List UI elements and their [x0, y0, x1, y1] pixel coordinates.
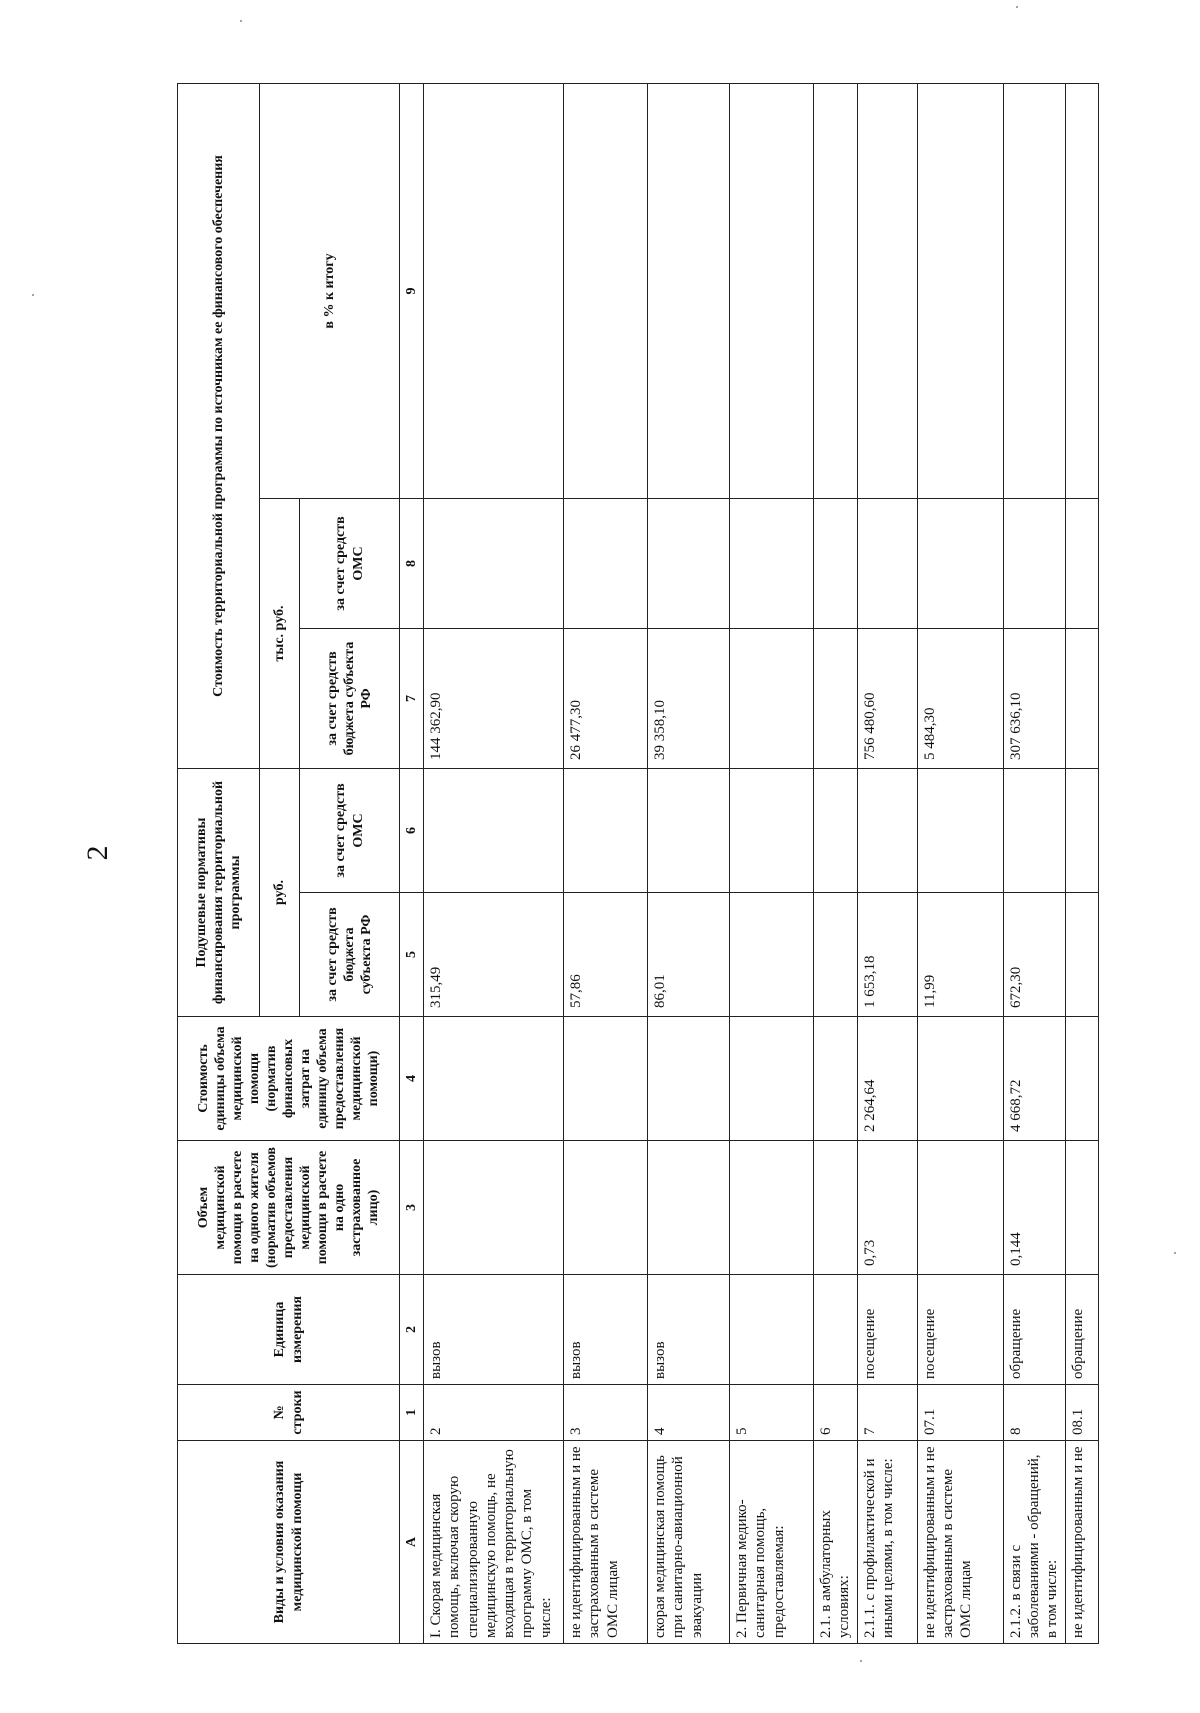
cell-kind: не идентифицированным и не	[1065, 1441, 1098, 1644]
cell-budget-thous: 307 636,10	[1003, 629, 1065, 769]
cell-oms-rub	[564, 769, 648, 893]
cell-row-no: 5	[730, 1385, 814, 1441]
cell-oms-rub	[730, 769, 814, 893]
cell-budget-thous: 756 480,60	[857, 629, 917, 769]
cell-unit: посещение	[857, 1275, 917, 1385]
cell-percent	[424, 83, 564, 498]
cell-volume	[730, 1141, 814, 1275]
column-number: 9	[400, 83, 424, 498]
cell-unit: обращение	[1003, 1275, 1065, 1385]
header-volume: Объем медицинской помощи в расчете на одного жителя (норматив объемов предоставления медицинской помощи в расчете на одно застрахованное лицо)	[178, 1141, 400, 1275]
column-number: А	[400, 1441, 424, 1644]
cell-kind: 2.1.1. с профилактической и иными целями, в том числе:	[857, 1441, 917, 1644]
column-number: 3	[400, 1141, 424, 1275]
cell-oms-rub	[424, 769, 564, 893]
cell-row-no: 7	[857, 1385, 917, 1441]
page-number: 2	[81, 845, 114, 861]
cell-unit: вызов	[648, 1275, 730, 1385]
column-number: 6	[400, 769, 424, 893]
cell-budget-thous	[730, 629, 814, 769]
rotated-table-container	[177, 84, 1086, 1644]
cell-cost-unit	[730, 1017, 814, 1141]
cell-budget-rub: 672,30	[1003, 893, 1065, 1017]
cell-percent	[564, 83, 648, 498]
column-number: 2	[400, 1275, 424, 1385]
financing-table	[177, 83, 1099, 1644]
cell-oms-rub	[917, 769, 1003, 893]
cell-budget-thous: 5 484,30	[917, 629, 1003, 769]
header-row-no: № строки	[178, 1385, 400, 1441]
cell-oms-rub	[648, 769, 730, 893]
column-number: 1	[400, 1385, 424, 1441]
cell-budget-rub: 1 653,18	[857, 893, 917, 1017]
cell-row-no: 3	[564, 1385, 648, 1441]
cell-row-no: 07.1	[917, 1385, 1003, 1441]
cell-budget-rub	[1065, 893, 1098, 1017]
cell-oms-thous	[917, 499, 1003, 629]
cell-volume: 0,73	[857, 1141, 917, 1275]
table-row	[814, 83, 858, 1643]
cell-budget-rub: 86,01	[648, 893, 730, 1017]
cell-oms-rub	[857, 769, 917, 893]
cell-kind: не идентифицированным и не застрахованным в системе ОМС лицам	[564, 1441, 648, 1644]
cell-budget-rub: 57,86	[564, 893, 648, 1017]
cell-unit: вызов	[564, 1275, 648, 1385]
cell-row-no: 4	[648, 1385, 730, 1441]
cell-unit	[730, 1275, 814, 1385]
cell-kind: 2. Первичная медико-санитарная помощь, предоставляемая:	[730, 1441, 814, 1644]
cell-oms-rub	[1003, 769, 1065, 893]
scan-speck	[32, 294, 34, 296]
scan-speck	[860, 1660, 862, 1662]
cell-row-no: 6	[814, 1385, 858, 1441]
cell-unit	[814, 1275, 858, 1385]
table-row	[917, 83, 1003, 1643]
cell-kind: 2.1.2. в связи с заболеваниями - обращений, в том числе:	[1003, 1441, 1065, 1644]
cell-budget-rub	[730, 893, 814, 1017]
header-percent: в % к итогу	[260, 83, 400, 498]
table-row	[648, 83, 730, 1643]
cell-volume	[648, 1141, 730, 1275]
cell-volume: 0,144	[1003, 1141, 1065, 1275]
cell-oms-thous	[730, 499, 814, 629]
cell-oms-rub	[1065, 769, 1098, 893]
cell-volume	[1065, 1141, 1098, 1275]
table-row	[424, 83, 564, 1643]
scan-speck	[1016, 6, 1018, 8]
cell-budget-rub: 315,49	[424, 893, 564, 1017]
header-budget-subject-7: за счет средств бюджета субъекта РФ	[300, 629, 400, 769]
cell-percent	[648, 83, 730, 498]
cell-budget-rub: 11,99	[917, 893, 1003, 1017]
header-cost-program: Стоимость территориальной программы по источникам ее финансового обеспечения	[178, 83, 260, 768]
cell-kind: I. Скорая медицинская помощь, включая скорую специализированную медицинскую помощь, не входящая в территориальную программу ОМС, в том числе:	[424, 1441, 564, 1644]
header-rub: руб.	[260, 769, 300, 1017]
cell-kind: скорая медицинская помощь при санитарно-авиационной эвакуации	[648, 1441, 730, 1644]
cell-oms-rub	[814, 769, 858, 893]
cell-row-no: 08.1	[1065, 1385, 1098, 1441]
cell-cost-unit	[814, 1017, 858, 1141]
cell-percent	[857, 83, 917, 498]
header-kind: Виды и условия оказания медицинской помощи	[178, 1441, 400, 1644]
cell-oms-thous	[564, 499, 648, 629]
column-number: 5	[400, 893, 424, 1017]
cell-percent	[1065, 83, 1098, 498]
cell-budget-thous: 26 477,30	[564, 629, 648, 769]
table-row	[564, 83, 648, 1643]
cell-unit: вызов	[424, 1275, 564, 1385]
cell-row-no: 2	[424, 1385, 564, 1441]
cell-percent	[814, 83, 858, 498]
header-per-capita: Подушевые нормативы финансирования территориальной программы	[178, 769, 260, 1017]
cell-cost-unit: 2 264,64	[857, 1017, 917, 1141]
cell-budget-thous	[1065, 629, 1098, 769]
cell-budget-rub	[814, 893, 858, 1017]
cell-cost-unit	[564, 1017, 648, 1141]
column-number: 4	[400, 1017, 424, 1141]
column-number-row	[400, 83, 424, 1643]
cell-oms-thous	[1003, 499, 1065, 629]
table-row	[857, 83, 917, 1643]
cell-percent	[917, 83, 1003, 498]
cell-oms-thous	[648, 499, 730, 629]
cell-cost-unit	[917, 1017, 1003, 1141]
cell-cost-unit	[424, 1017, 564, 1141]
scan-speck	[240, 20, 242, 22]
table-row	[1003, 83, 1065, 1643]
header-oms-6: за счет средств ОМС	[300, 769, 400, 893]
cell-kind: 2.1. в амбулаторных условиях:	[814, 1441, 858, 1644]
cell-cost-unit	[648, 1017, 730, 1141]
cell-row-no: 8	[1003, 1385, 1065, 1441]
cell-cost-unit: 4 668,72	[1003, 1017, 1065, 1141]
cell-unit: посещение	[917, 1275, 1003, 1385]
cell-unit: обращение	[1065, 1275, 1098, 1385]
column-number: 7	[400, 629, 424, 769]
cell-volume	[424, 1141, 564, 1275]
cell-oms-thous	[424, 499, 564, 629]
cell-budget-thous: 39 358,10	[648, 629, 730, 769]
cell-kind: не идентифицированным и не застрахованным в системе ОМС лицам	[917, 1441, 1003, 1644]
scan-speck	[1174, 1252, 1176, 1254]
cell-percent	[1003, 83, 1065, 498]
cell-volume	[917, 1141, 1003, 1275]
cell-volume	[814, 1141, 858, 1275]
cell-budget-thous: 144 362,90	[424, 629, 564, 769]
header-cost-unit: Стоимость единицы объема медицинской помощи (норматив финансовых затрат на единицу объема предоставления медицинской помощи)	[178, 1017, 400, 1141]
cell-oms-thous	[1065, 499, 1098, 629]
cell-budget-thous	[814, 629, 858, 769]
cell-oms-thous	[814, 499, 858, 629]
table-row	[1065, 83, 1098, 1643]
cell-cost-unit	[1065, 1017, 1098, 1141]
header-thous-rub: тыс. руб.	[260, 499, 300, 769]
table-row	[730, 83, 814, 1643]
cell-oms-thous	[857, 499, 917, 629]
header-unit: Единица измерения	[178, 1275, 400, 1385]
header-oms-8: за счет средств ОМС	[300, 499, 400, 629]
column-number: 8	[400, 499, 424, 629]
header-budget-subject-5: за счет средств бюджета субъекта РФ	[300, 893, 400, 1017]
cell-percent	[730, 83, 814, 498]
cell-volume	[564, 1141, 648, 1275]
